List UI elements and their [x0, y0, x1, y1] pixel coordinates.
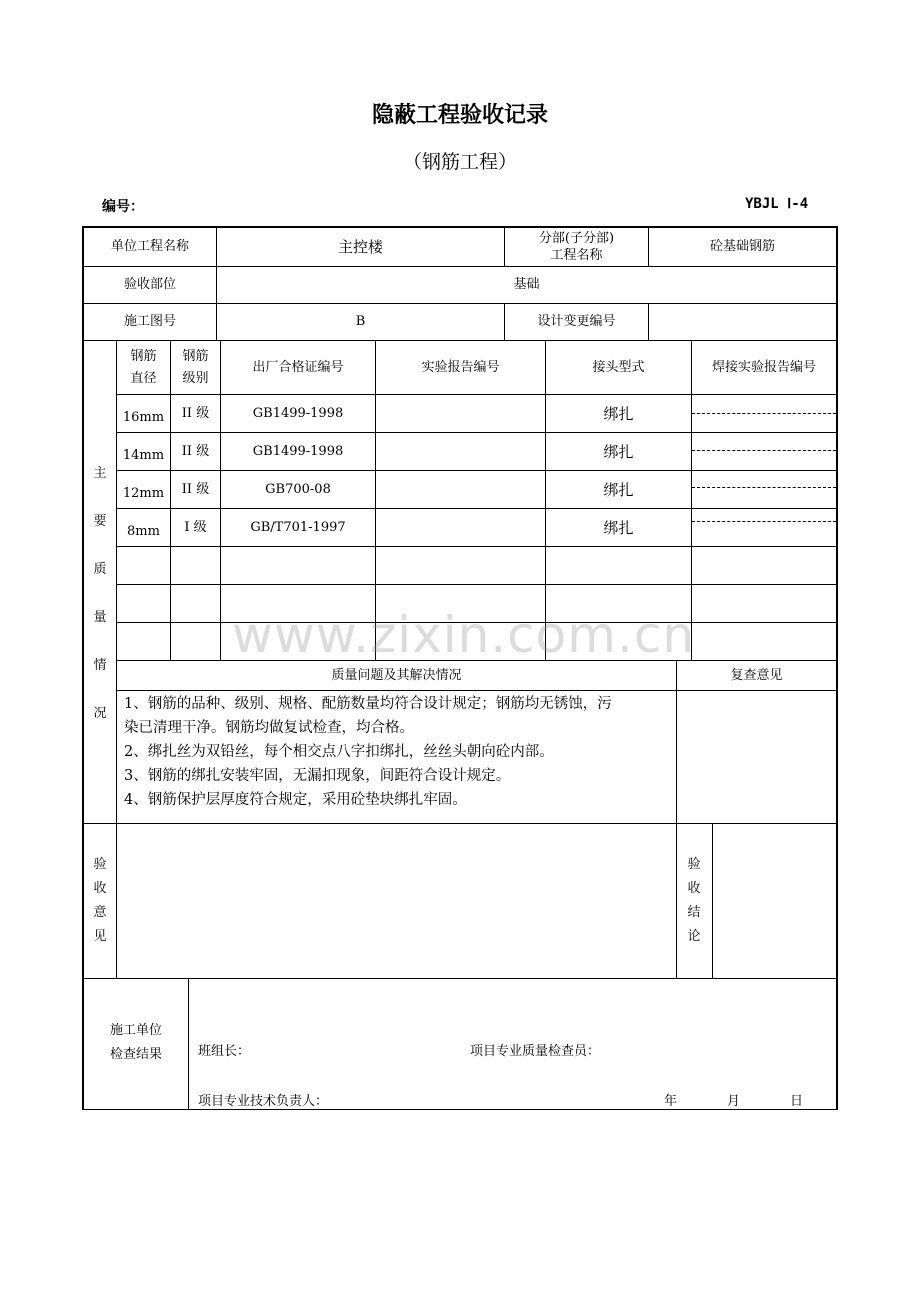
- acceptance-opinion-label: 验 收 意 见: [93, 857, 107, 944]
- form-subtitle: （钢筋工程）: [402, 151, 517, 173]
- col-header-joint: 接头型式: [592, 359, 645, 375]
- report-no-cell: [376, 433, 545, 470]
- rebar-grade-cell: II 级: [181, 443, 210, 459]
- design-change-label: 设计变更编号: [537, 314, 616, 329]
- unit-project-value: 主控楼: [337, 238, 383, 256]
- col-header-cert: 出厂合格证编号: [252, 359, 344, 375]
- cert-no-cell: GB/T701-1997: [250, 519, 346, 535]
- report-no-cell: [376, 471, 545, 508]
- inspect-part-label: 验收部位: [123, 277, 176, 292]
- issues-header: 质量问题及其解决情况: [331, 667, 462, 683]
- date-day-label: 日: [790, 1094, 804, 1109]
- rebar-grade-cell: II 级: [181, 481, 210, 497]
- drawing-no-label: 施工图号: [123, 314, 176, 329]
- joint-type-cell: 绑扎: [603, 480, 634, 499]
- report-no-cell: [376, 509, 545, 546]
- date-year-label: 年: [664, 1094, 678, 1109]
- construction-unit-label: 施工单位 检查结果: [109, 1023, 162, 1062]
- issues-text: 1、钢筋的品种、级别、规格、配筋数量均符合设计规定；钢筋均无锈蚀，污 染已清理干净。钢筋均做复试检查，均合格。 2、绑扎丝为双铅丝，每个相交点八字扣绑扎，丝丝头朝向砼内部。 3、钢筋的绑扎安装牢固，无漏扣现象，间距符合设计规定。 4、钢筋保护层厚度符合规定，采用砼垫块绑扎牢固。: [124, 696, 612, 808]
- col-header-report: 实验报告编号: [421, 359, 500, 375]
- review-header: 复查意见: [730, 667, 783, 683]
- watermark: www.zixin.com.cn: [232, 606, 696, 664]
- rebar-diameter-cell: 16mm: [122, 410, 165, 425]
- quality-side-label: 主 要 质 量 情 况: [93, 466, 107, 721]
- drawing-no-value: B: [355, 314, 366, 329]
- inspect-part-value: 基础: [513, 277, 540, 292]
- cert-no-cell: GB1499-1998: [252, 443, 344, 459]
- joint-type-cell: 绑扎: [603, 518, 634, 537]
- record-number-label: 编号：: [102, 199, 144, 215]
- joint-type-cell: 绑扎: [603, 404, 634, 423]
- acceptance-conclusion-label: 验 收 结 论: [687, 857, 701, 944]
- sub-project-value: 砼基础钢筋: [709, 239, 775, 254]
- record-number-value: YBJL Ⅰ-4: [745, 196, 809, 212]
- team-leader-label: 班组长：: [198, 1044, 251, 1059]
- col-header-diameter: 钢筋 直径: [130, 348, 157, 386]
- date-month-label: 月: [727, 1094, 741, 1109]
- rebar-diameter-cell: 14mm: [122, 448, 165, 463]
- sub-project-label: 分部(子分部) 工程名称: [538, 231, 615, 263]
- tech-leader-label: 项目专业技术负责人：: [198, 1094, 329, 1109]
- inspection-form: [82, 226, 838, 1110]
- rebar-grade-cell: I 级: [184, 519, 207, 535]
- rebar-diameter-cell: 8mm: [127, 524, 160, 539]
- quality-inspector-label: 项目专业质量检查员：: [470, 1044, 601, 1059]
- joint-type-cell: 绑扎: [603, 442, 634, 461]
- cert-no-cell: GB700-08: [265, 481, 331, 497]
- col-header-weld-report: 焊接实验报告编号: [711, 359, 816, 375]
- form-title: 隐蔽工程验收记录: [371, 103, 548, 128]
- col-header-grade: 钢筋 级别: [182, 348, 209, 386]
- unit-project-label: 单位工程名称: [110, 239, 189, 254]
- rebar-grade-cell: II 级: [181, 405, 210, 421]
- cert-no-cell: GB1499-1998: [252, 405, 344, 421]
- rebar-diameter-cell: 12mm: [122, 486, 165, 501]
- design-change-value: [649, 304, 836, 340]
- report-no-cell: [376, 395, 545, 432]
